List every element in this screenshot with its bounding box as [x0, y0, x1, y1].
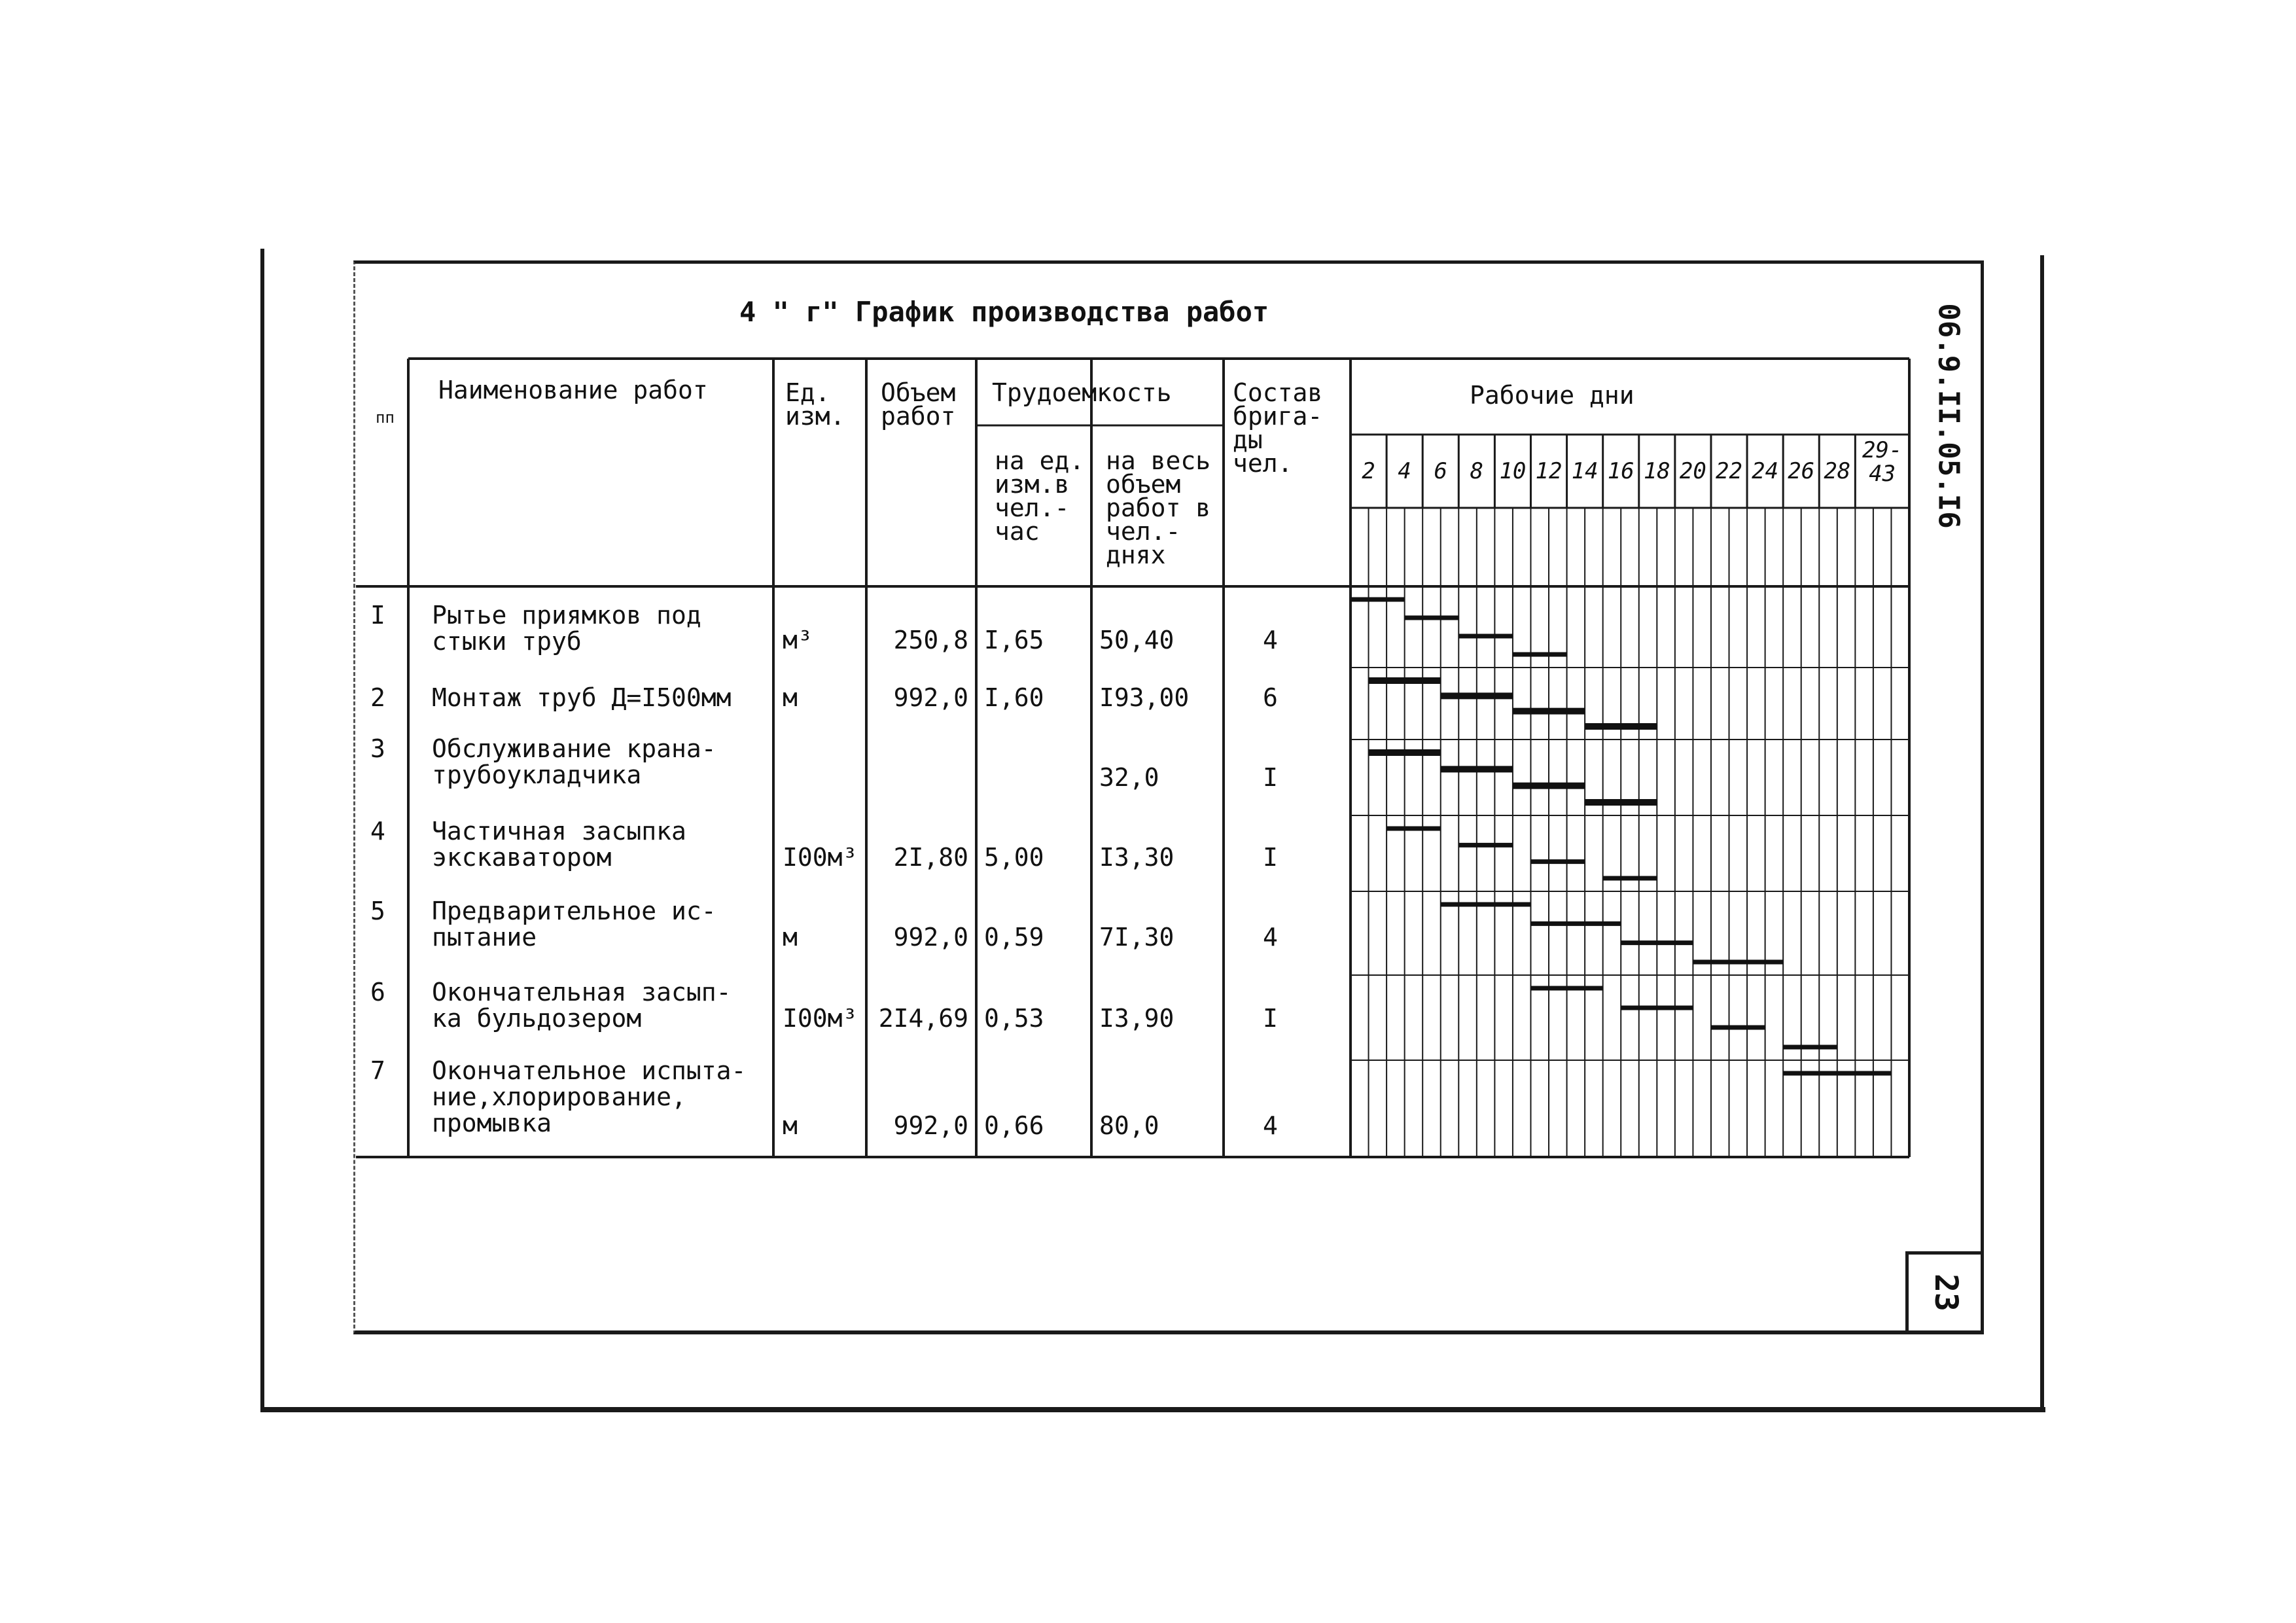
header-num: пп [376, 408, 395, 427]
labor-total-cell: I93,00 [1099, 683, 1190, 712]
day-label: 20 [1679, 458, 1706, 484]
header-volume: Объем работ [881, 378, 956, 431]
header-unit: Ед. изм. [785, 378, 845, 431]
volume-cell: 992,0 [893, 923, 968, 952]
crew-cell: 6 [1263, 683, 1278, 712]
row-number: 3 [370, 734, 385, 763]
row-number: 7 [370, 1056, 385, 1085]
day-label: 18 [1643, 458, 1670, 484]
work-name: Окончательная засып- ка бульдозером [432, 978, 732, 1033]
labor-total-cell: 50,40 [1099, 626, 1174, 654]
row-number: 2 [370, 683, 385, 712]
header-labor-unit: на ед. изм.в чел.- час [995, 446, 1085, 546]
day-label: 14 [1571, 458, 1598, 484]
unit-cell: м [783, 923, 798, 952]
day-label: 22 [1716, 458, 1742, 484]
labor-unit-cell: I,60 [984, 683, 1044, 712]
day-label: 2 [1362, 458, 1375, 484]
page-title: 4 " г" График производства работ [739, 296, 1269, 328]
day-label: 10 [1499, 458, 1527, 484]
row-number: I [370, 601, 385, 630]
header-labor-total: на весь объем работ в чел.- днях [1106, 446, 1211, 569]
labor-unit-cell: 0,59 [984, 923, 1044, 952]
header-labor: Трудоемкость [992, 378, 1172, 407]
labor-unit-cell: 5,00 [984, 843, 1044, 872]
day-label: 6 [1434, 458, 1447, 484]
day-label: 8 [1470, 458, 1484, 484]
unit-cell: I00м³ [783, 843, 858, 872]
labor-unit-cell: 0,53 [984, 1004, 1044, 1033]
unit-cell: м [783, 683, 798, 712]
volume-cell: 250,8 [893, 626, 968, 654]
volume-cell: 992,0 [893, 1111, 968, 1140]
day-label: 28 [1824, 458, 1851, 484]
crew-cell: I [1263, 763, 1278, 792]
labor-total-cell: I3,90 [1099, 1004, 1174, 1033]
header-name: Наименование работ [438, 376, 708, 404]
crew-cell: I [1263, 843, 1278, 872]
labor-total-cell: 80,0 [1099, 1111, 1159, 1140]
row-number: 6 [370, 978, 385, 1007]
work-name: Частичная засыпка экскаватором [432, 817, 686, 872]
crew-cell: 4 [1263, 923, 1278, 952]
unit-cell: м³ [783, 626, 813, 654]
work-name: Предварительное ис- пытание [432, 897, 716, 952]
crew-cell: 4 [1263, 1111, 1278, 1140]
volume-cell: 2I,80 [893, 843, 968, 872]
work-name: Окончательное испыта- ние,хлорирование, промывка [432, 1056, 747, 1137]
volume-cell: 992,0 [893, 683, 968, 712]
work-name: Обслуживание крана- трубоукладчика [432, 734, 716, 789]
day-label: 16 [1607, 458, 1634, 484]
row-number: 4 [370, 817, 385, 846]
header-crew: Состав брига- ды чел. [1233, 378, 1323, 478]
row-number: 5 [370, 897, 385, 925]
header-days: Рабочие дни [1470, 381, 1634, 410]
labor-total-cell: 7I,30 [1099, 923, 1174, 952]
document-code: 06.9.II.05.I6 [1932, 302, 1966, 529]
crew-cell: I [1263, 1004, 1278, 1033]
day-label: 24 [1752, 458, 1779, 484]
labor-unit-cell: 0,66 [984, 1111, 1044, 1140]
day-label: 29- 43 [1862, 437, 1903, 487]
work-name: Монтаж труб Д=I500мм [432, 683, 732, 712]
day-label: 26 [1788, 458, 1815, 484]
day-label: 4 [1398, 458, 1411, 484]
day-label: 12 [1535, 458, 1563, 484]
unit-cell: м [783, 1111, 798, 1140]
page-number: 23 [1927, 1274, 1964, 1311]
labor-unit-cell: I,65 [984, 626, 1044, 654]
work-name: Рытье приямков под стыки труб [432, 601, 701, 656]
crew-cell: 4 [1263, 626, 1278, 654]
volume-cell: 2I4,69 [878, 1004, 968, 1033]
labor-total-cell: 32,0 [1099, 763, 1159, 792]
unit-cell: I00м³ [783, 1004, 858, 1033]
labor-total-cell: I3,30 [1099, 843, 1174, 872]
